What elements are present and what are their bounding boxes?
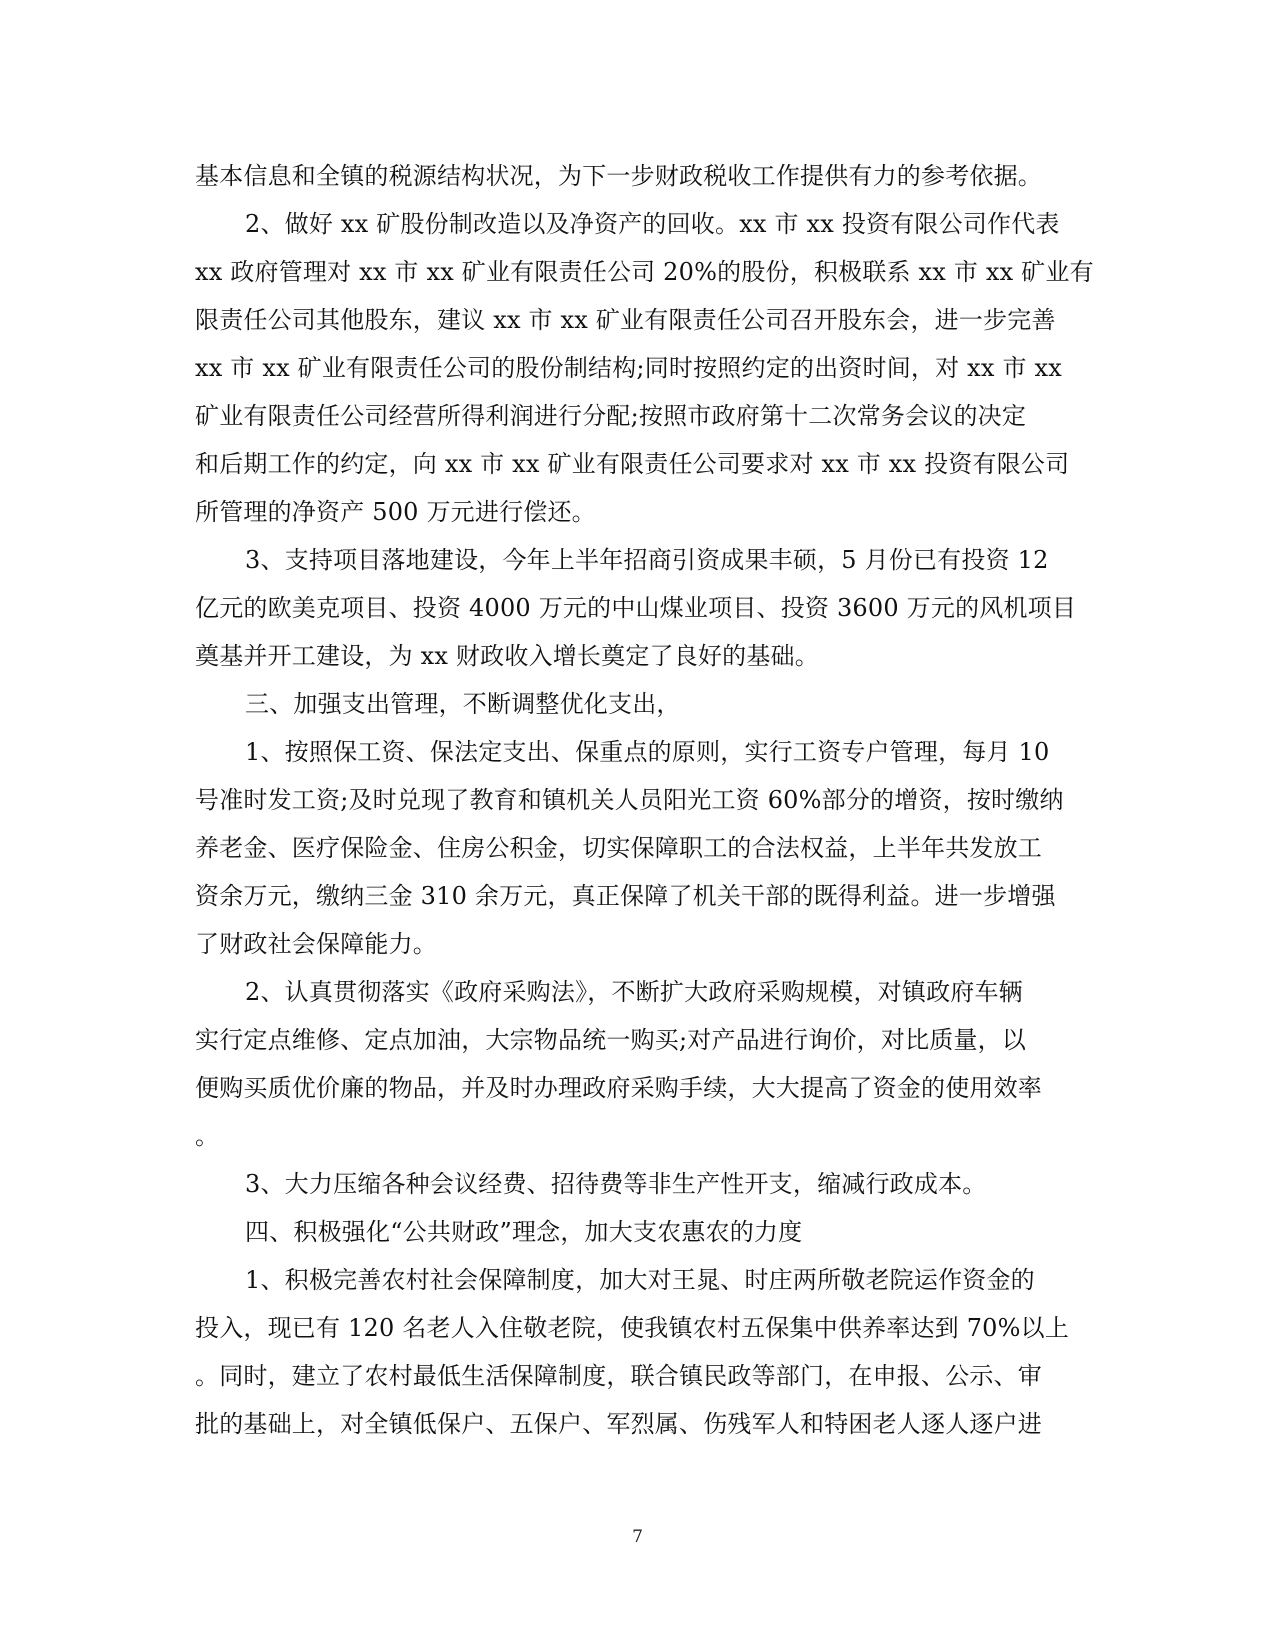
text-line: 限责任公司其他股东，建议 xx 市 xx 矿业有限责任公司召开股东会，进一步完善: [195, 306, 1056, 334]
text-line: 号准时发工资;及时兑现了教育和镇机关人员阳光工资 60%部分的增资，按时缴纳: [195, 786, 1064, 814]
text-line: 亿元的欧美克项目、投资 4000 万元的中山煤业项目、投资 3600 万元的风机项目: [195, 594, 1077, 622]
text-line: 。同时，建立了农村最低生活保障制度，联合镇民政等部门，在申报、公示、审: [195, 1362, 1042, 1390]
text-line: 和后期工作的约定，向 xx 市 xx 矿业有限责任公司要求对 xx 市 xx 投资有限公司: [195, 450, 1070, 478]
page-number: 7: [632, 1527, 643, 1547]
text-line: 奠基并开工建设，为 xx 财政收入增长奠定了良好的基础。: [195, 642, 819, 670]
text-line: 资余万元，缴纳三金 310 余万元，真正保障了机关干部的既得利益。进一步增强: [195, 882, 1056, 910]
text-line: 所管理的净资产 500 万元进行偿还。: [195, 498, 596, 526]
text-line: 养老金、医疗保险金、住房公积金，切实保障职工的合法权益，上半年共发放工: [195, 834, 1042, 862]
text-line: 。: [195, 1122, 220, 1150]
section-heading: 四、积极强化“公共财政”理念，加大支农惠农的力度: [245, 1218, 803, 1246]
text-line: 3、支持项目落地建设，今年上半年招商引资成果丰硕，5 月份已有投资 12: [245, 546, 1049, 574]
text-line: 矿业有限责任公司经营所得利润进行分配;按照市政府第十二次常务会议的决定: [195, 402, 1027, 430]
text-line: 投入，现已有 120 名老人入住敬老院，使我镇农村五保集中供养率达到 70%以上: [195, 1314, 1070, 1342]
text-line: 批的基础上，对全镇低保户、五保户、军烈属、伤残军人和特困老人逐人逐户进: [195, 1410, 1042, 1438]
text-line: 2、做好 xx 矿股份制改造以及净资产的回收。xx 市 xx 投资有限公司作代表: [245, 210, 1060, 238]
text-line: 便购买质优价廉的物品，并及时办理政府采购手续，大大提高了资金的使用效率: [195, 1074, 1042, 1102]
text-line: 实行定点维修、定点加油，大宗物品统一购买;对产品进行询价，对比质量，以: [195, 1026, 1027, 1054]
text-line: xx 政府管理对 xx 市 xx 矿业有限责任公司 20%的股份，积极联系 xx 市 xx 矿业有: [195, 258, 1094, 286]
text-line: 1、按照保工资、保法定支出、保重点的原则，实行工资专户管理，每月 10: [245, 738, 1050, 766]
text-line: 3、大力压缩各种会议经费、招待费等非生产性开支，缩减行政成本。: [245, 1170, 987, 1198]
text-line: xx 市 xx 矿业有限责任公司的股份制结构;同时按照约定的出资时间，对 xx 市 xx: [195, 354, 1062, 382]
document-body: [195, 152, 1094, 1448]
text-line: 了财政社会保障能力。: [195, 930, 437, 958]
text-line: 基本信息和全镇的税源结构状况，为下一步财政税收工作提供有力的参考依据。: [195, 162, 1042, 190]
section-heading: 三、加强支出管理，不断调整优化支出，: [245, 690, 681, 718]
text-line: 1、积极完善农村社会保障制度，加大对王晁、时庄两所敬老院运作资金的: [245, 1266, 1035, 1294]
text-line: 2、认真贯彻落实《政府采购法》，不断扩大政府采购规模，对镇政府车辆: [245, 978, 1023, 1006]
